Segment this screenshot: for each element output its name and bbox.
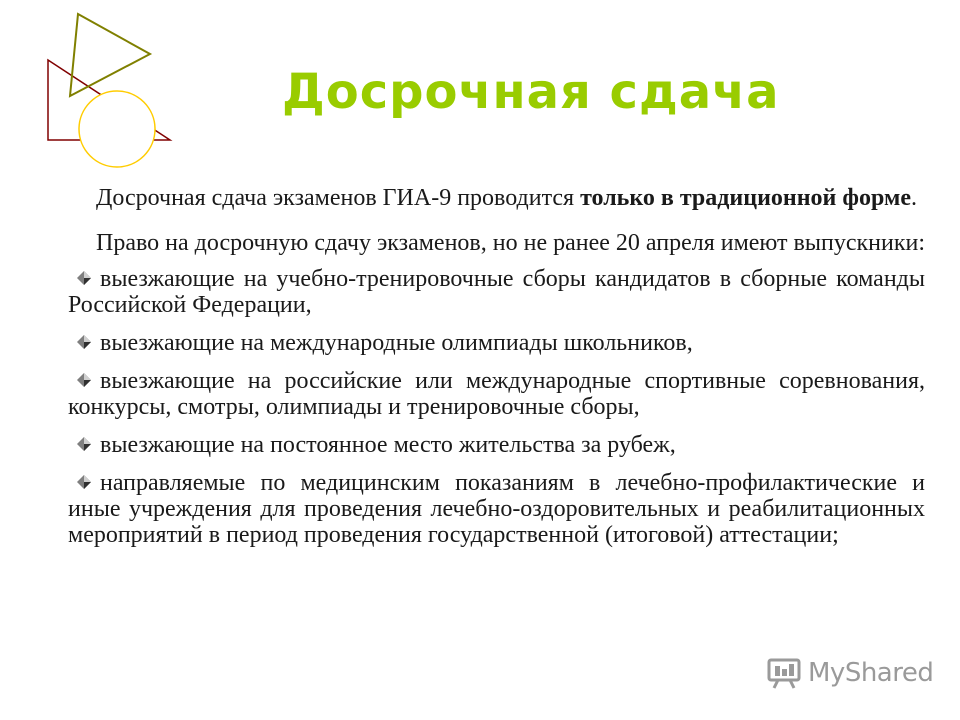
list-item-text: выезжающие на международные олимпиады школьников, (100, 330, 693, 356)
list-item (68, 368, 925, 420)
slide-body (48, 176, 925, 560)
slide-title: Досрочная сдача (282, 64, 780, 120)
watermark-text: MyShared (808, 658, 934, 688)
graduates-list (48, 266, 925, 548)
list-item-text: выезжающие на постоянное место жительства за рубеж, (100, 432, 676, 458)
diamond-bullet-icon (76, 474, 92, 490)
paragraph-early-right: Право на досрочную сдачу экзаменов, но не ранее 20 апреля имеют выпускники: (96, 230, 925, 256)
list-item-text: направляемые по медицинским показаниям в лечебно-профилактические и иные учреждения для проведения лечебно-оздоровительных и реабилитационных мероприятий в период проведения государственной (итоговой) аттестации; (68, 470, 925, 548)
diamond-bullet-icon (76, 334, 92, 350)
upper-triangle-shape (70, 14, 150, 96)
circle-shape (79, 91, 155, 167)
p1-prefix: Досрочная сдача экзаменов ГИА-9 проводится (96, 185, 581, 211)
list-item (68, 266, 925, 318)
list-item (68, 330, 925, 356)
list-item (68, 432, 925, 458)
presentation-board-icon (766, 656, 802, 690)
diamond-bullet-icon (76, 270, 92, 286)
paragraph-traditional-form (48, 176, 925, 220)
diamond-bullet-icon (76, 436, 92, 452)
myshared-watermark (766, 655, 933, 691)
list-item-text: выезжающие на учебно-тренировочные сборы кандидатов в сборные команды Российской Федерации, (68, 266, 925, 318)
p1-suffix: . (910, 185, 917, 211)
p1-bold: только в традиционной форме (580, 185, 911, 211)
corner-decoration (0, 0, 200, 180)
diamond-bullet-icon (76, 372, 92, 388)
list-item-text: выезжающие на российские или международные спортивные соревнования, конкурсы, смотры, олимпиады и тренировочные сборы, (68, 368, 925, 420)
list-item (68, 470, 925, 548)
